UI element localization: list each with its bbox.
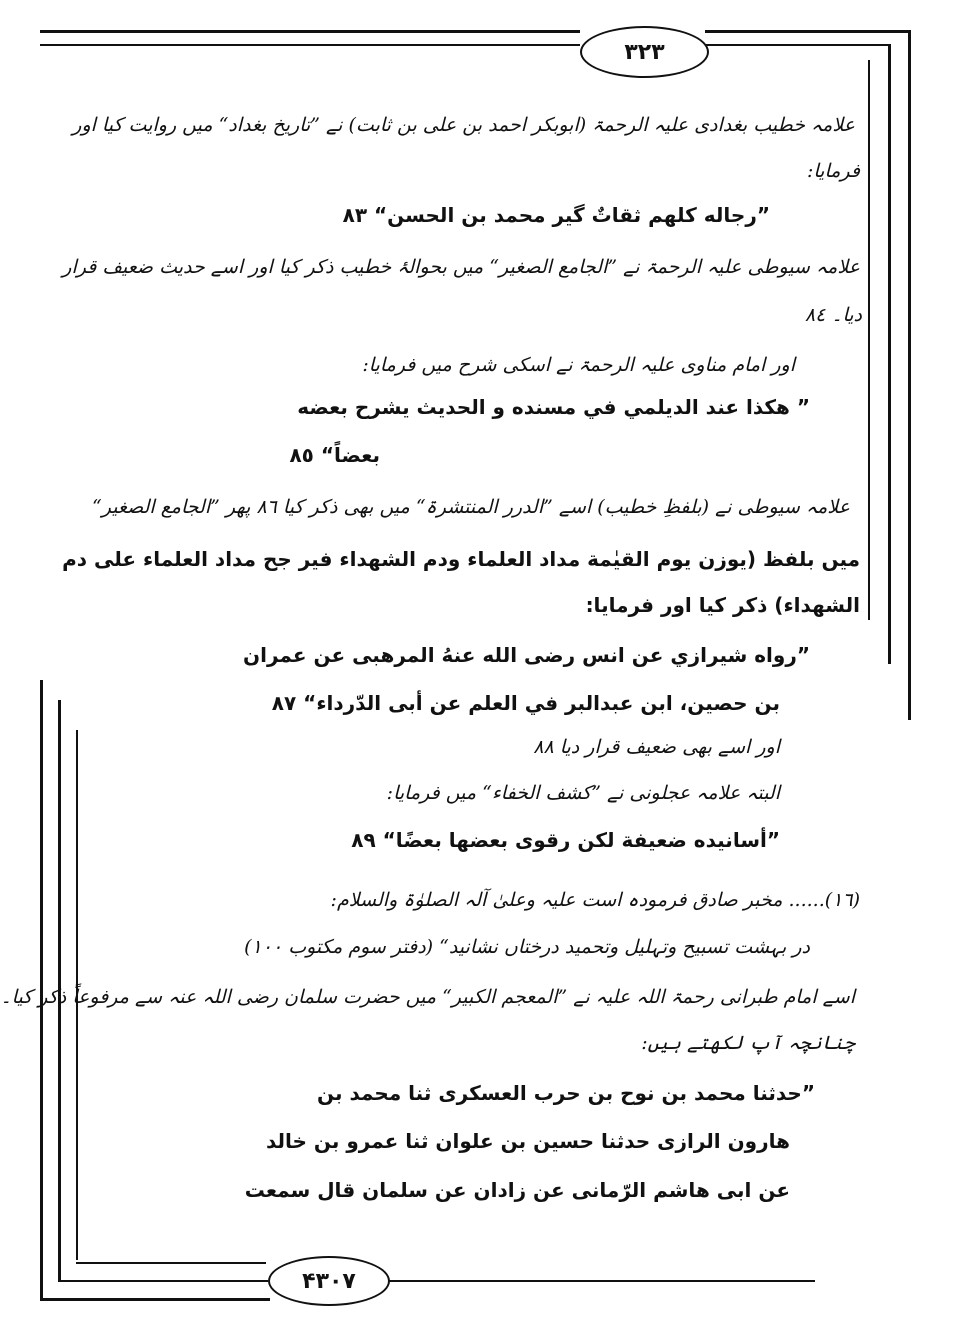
text-line-14: اور اسے بھی ضعیف قرار دیا ٨٨ <box>533 736 780 758</box>
frame-right-outer <box>908 30 911 720</box>
text-line-3: ”رجاله كلهم ثقاتٌ گير محمد بن الحسن“ ٨٣ <box>342 203 770 227</box>
text-line-4: علامہ سیوطی علیہ الرحمۃ نے ”الجامع الصغیر“ میں بحوالۂ خطیب ذکر کیا اور اسے حدیث ضعیف قرار <box>62 256 860 278</box>
text-line-15: البتہ علامہ عجلونی نے ”كشف الخفاء“ میں فرمایا: <box>386 782 780 804</box>
frame-right-innermost <box>868 60 870 620</box>
text-line-10: میں بلفظ (يوزن يوم القيٰمة مداد العلماء ودم الشهداء فير جح مداد العلماء على دم <box>62 547 860 571</box>
text-line-16: ”أسانيده ضعيفة لكن رقوى بعضها بعضًا“ ٨٩ <box>351 828 780 852</box>
footer-page-number: ۴۳۰۷ <box>268 1256 390 1306</box>
text-line-21: ”حدثنا محمد بن نوح بن حرب العسكرى ثنا محمد بن <box>316 1081 815 1105</box>
text-line-23: عن ابى هاشم الرّمانى عن زادان عن سلمان قال سمعت <box>244 1178 790 1202</box>
text-line-17: (١٦)...... مخبر صادق فرمودہ است علیہ وعلیٰ آلہ الصلوٰۃ والسلام: <box>330 889 860 911</box>
text-line-6: اور امام مناوی علیہ الرحمۃ نے اسکی شرح میں فرمایا: <box>362 354 795 376</box>
frame-top-outer <box>705 30 910 33</box>
frame-right-inner <box>888 44 891 664</box>
text-line-2: فرمایا: <box>806 160 860 182</box>
frame-top-left-outer <box>40 30 580 33</box>
text-line-13: بن حصين، ابن عبدالبر في العلم عن أبى الدّرداء“ ٨٧ <box>271 691 780 715</box>
text-line-1: علامہ خطیب بغدادی علیہ الرحمۃ (ابوبکر احمد بن علی بن ثابت) نے ”تاریخ بغداد“ میں روایت کیا اور <box>72 114 855 136</box>
frame-bottom-right <box>385 1280 815 1282</box>
header-page-number: ۳۲۳ <box>580 26 709 78</box>
text-line-22: هارون الرازى حدثنا حسين بن علوان ثنا عمرو بن خالد <box>265 1129 790 1153</box>
text-line-18: در بہشت تسبیح وتہلیل وتحمید درختاں نشانید“ (دفتر سوم مکتوب ١٠٠) <box>244 936 810 958</box>
text-line-9: علامہ سیوطی نے (بلفظِ خطیب) اسے ”الدرر المنتشرۃ“ میں بھی ذکر کیا ٨٦ پھر ”الجامع الصغیر“ <box>92 496 850 518</box>
frame-bottom-innermost <box>76 1262 266 1264</box>
text-line-12: ”رواه شيرازي عن انس رضى الله عنهُ المرهبى عن عمران <box>243 643 810 667</box>
text-line-20: چنانچہ آپ لکھتے ہیں: <box>641 1032 855 1054</box>
text-line-19: اسے امام طبرانی رحمۃ اللہ علیہ نے ”المعجم الکبیر“ میں حضرت سلمان رضی اللہ عنہ سے مرفوعاً ذکر کیا۔ <box>0 986 855 1008</box>
text-line-5: دیا۔ ٨٤ <box>804 304 862 326</box>
frame-top-inner <box>705 44 890 46</box>
frame-bottom-outer <box>40 1298 270 1301</box>
frame-bottom-inner <box>58 1280 268 1282</box>
frame-top-left <box>40 44 580 46</box>
text-line-11: الشهداء) ذکر کیا اور فرمایا: <box>585 593 860 617</box>
text-line-7: ” هكذا عند الديلمي في مسنده و الحديث يشرح بعضه <box>297 395 810 419</box>
text-line-8: بعضاً“ ٨٥ <box>289 443 380 467</box>
